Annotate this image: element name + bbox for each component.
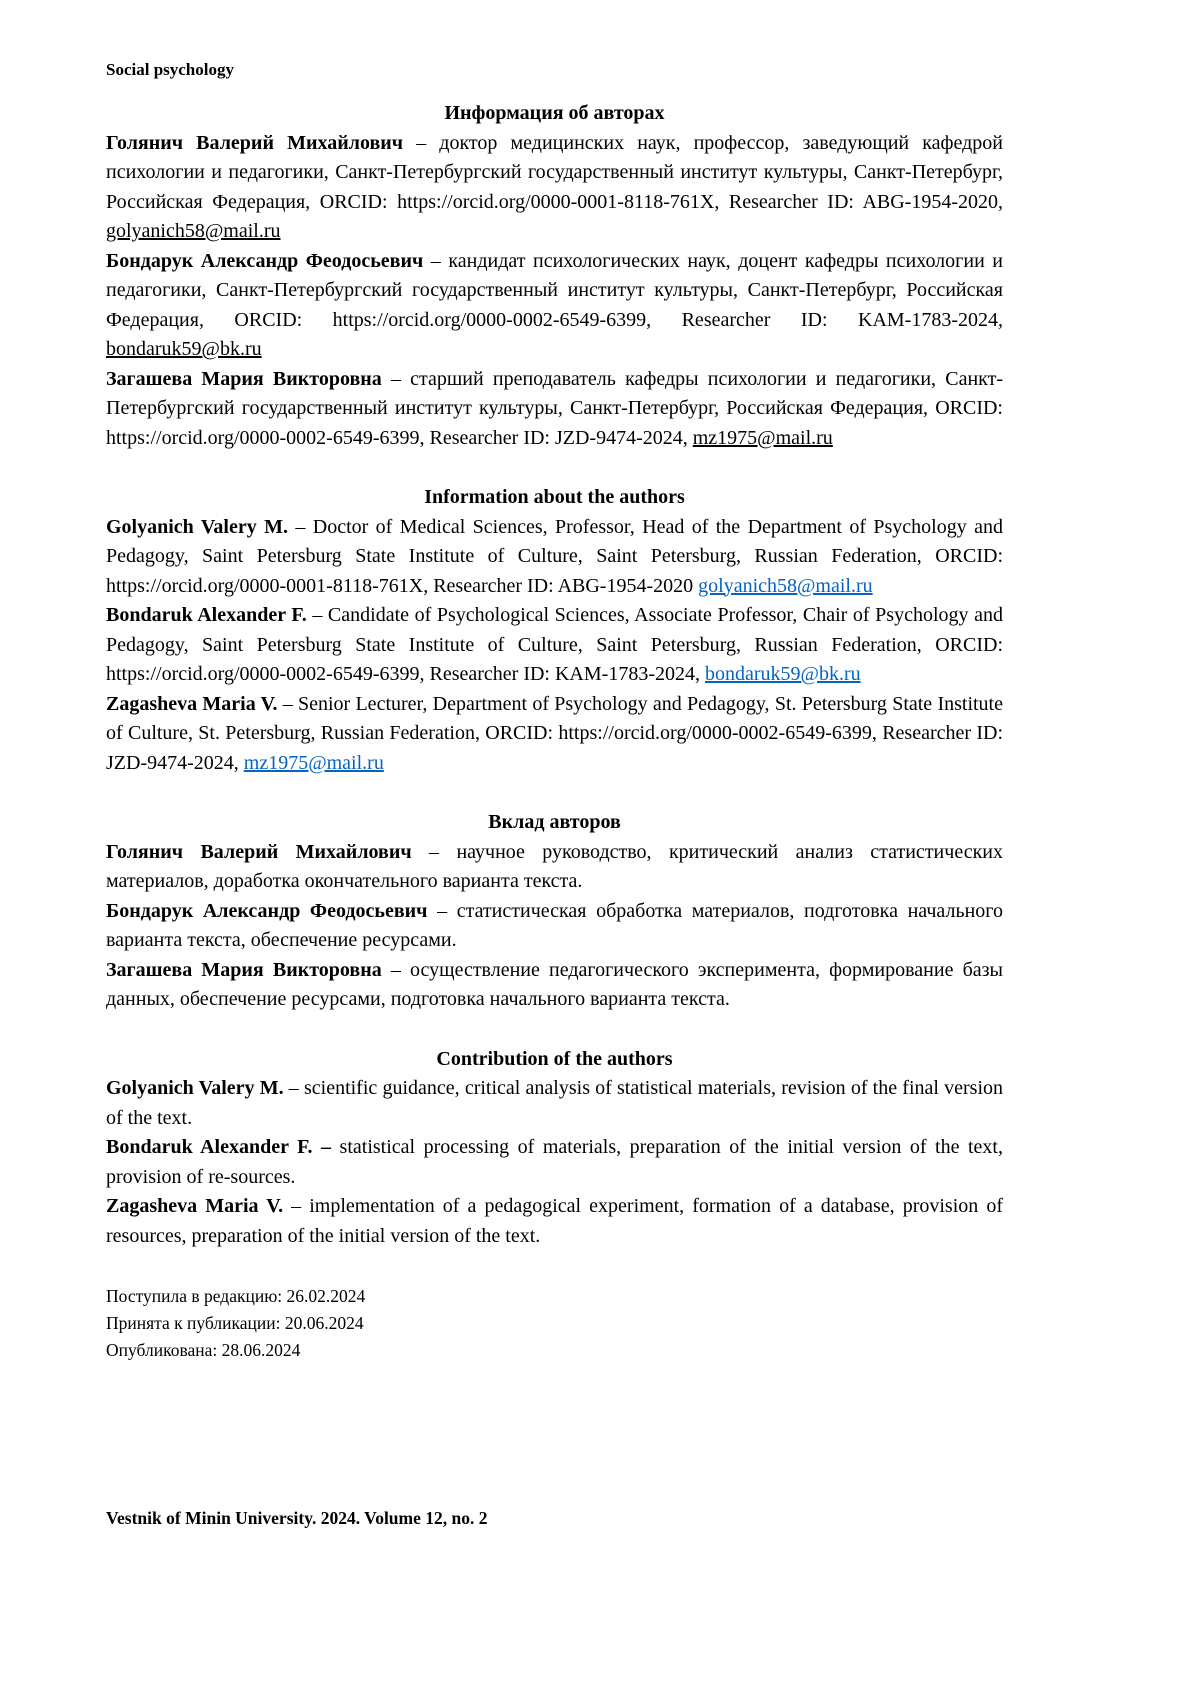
author-name: Голянич Валерий Михайлович (106, 840, 412, 863)
author-name: Загашева Мария Викторовна (106, 958, 382, 981)
contribution-details: – implementation of a pedagogical experiment, formation of a database, provision of resources, preparation of the initial version of the text. (106, 1195, 1003, 1247)
contribution-entry-ru-1 (106, 838, 1003, 897)
author-entry-ru-3 (106, 365, 1003, 454)
contribution-entry-ru-3 (106, 956, 1003, 1015)
author-name: Загашева Мария Викторовна (106, 367, 382, 390)
author-details: – Senior Lecturer, Department of Psychology and Pedagogy, St. Petersburg State Institute of Culture, St. Petersburg, Russian Federation, ORCID: https://orcid.org/0000-0002-6549-6399, Researcher ID: JZD-9474-2024, (106, 692, 1003, 774)
author-name: Бондарук Александр Феодосьевич (106, 249, 424, 272)
author-name: Bondaruk Alexander F. – (106, 1136, 332, 1158)
email-link[interactable]: golyanich58@mail.ru (106, 220, 281, 242)
author-name: Zagasheva Maria V. (106, 1195, 284, 1217)
email-link[interactable]: bondaruk59@bk.ru (106, 338, 262, 360)
date-received: Поступила в редакцию: 26.02.2024 (106, 1286, 366, 1306)
contribution-details: statistical processing of materials, preparation of the initial version of the text, provision of re-sources. (106, 1136, 1003, 1188)
author-details: – Candidate of Psychological Sciences, Associate Professor, Chair of Psychology and Pedagogy, Saint Petersburg State Institute of Culture, Saint Petersburg, Russian Federation, ORCID: https://orcid.org/0000-0002-6549-6399, Researcher ID: KAM-1783-2024, (106, 604, 1003, 685)
journal-footer: Vestnik of Minin University. 2024. Volume 12, no. 2 (106, 1508, 488, 1528)
article-dates (106, 1283, 1003, 1364)
contribution-details: – scientific guidance, critical analysis of statistical materials, revision of the final version of the text. (106, 1077, 1003, 1129)
contribution-entry-en-2 (106, 1133, 1003, 1192)
author-entry-en-1 (106, 513, 1003, 602)
email-link[interactable]: golyanich58@mail.ru (698, 574, 873, 597)
contribution-entry-en-3 (106, 1192, 1003, 1251)
email-link[interactable]: mz1975@mail.ru (692, 426, 833, 449)
section-heading-ru-contribution: Вклад авторов (488, 811, 621, 833)
running-header: Social psychology (106, 60, 234, 79)
date-published: Опубликована: 28.06.2024 (106, 1340, 301, 1360)
section-heading-en-contribution: Contribution of the authors (436, 1047, 673, 1070)
author-name: Бондарук Александр Феодосьевич (106, 899, 428, 922)
date-accepted: Принята к публикации: 20.06.2024 (106, 1313, 364, 1333)
author-details: – старший преподаватель кафедры психологии и педагогики, Санкт-Петербургский государственный институт культуры, Санкт-Петербург, Российская Федерация, ORCID: https://orcid.org/0000-0002-6549-6399, Researcher ID: JZD-9474-2024, (106, 367, 1004, 449)
contribution-details: – осуществление педагогического эксперимента, формирование базы данных, обеспечение ресурсами, подготовка начального варианта текста. (106, 958, 1003, 1010)
author-name: Golyanich Valery M. (106, 1077, 284, 1099)
author-name: Zagasheva Maria V. (106, 692, 278, 715)
author-entry-en-3 (106, 690, 1003, 779)
author-name: Bondaruk Alexander F. (106, 604, 307, 626)
author-entry-ru-2 (106, 247, 1003, 365)
author-entry-ru-1 (106, 129, 1003, 247)
section-heading-en-authors: Information about the authors (424, 486, 685, 508)
email-link[interactable]: bondaruk59@bk.ru (704, 663, 861, 685)
contribution-entry-ru-2 (106, 897, 1003, 956)
contribution-details: – научное руководство, критический анализ статистических материалов, доработка окончательного варианта текста. (106, 840, 1003, 892)
author-name: Голянич Валерий Михайлович (106, 131, 404, 154)
author-details: – Doctor of Medical Sciences, Professor, Head of the Department of Psychology and Pedagogy, Saint Petersburg State Institute of Culture, Saint Petersburg, Russian Federation, ORCID: https://orcid.org/0000-0001-8118-761X, Researcher ID: ABG-1954-2020 (106, 515, 1003, 597)
contribution-details: – статистическая обработка материалов, подготовка начального варианта текста, обеспечение ресурсами. (106, 899, 1003, 951)
author-entry-en-2 (106, 601, 1003, 690)
email-link[interactable]: mz1975@mail.ru (243, 751, 384, 774)
author-name: Golyanich Valery M. (106, 515, 288, 538)
contribution-entry-en-1 (106, 1074, 1003, 1133)
section-heading-ru-authors: Информация об авторах (444, 102, 665, 124)
author-details: – доктор медицинских наук, профессор, заведующий кафедрой психологии и педагогики, Санкт-Петербургский государственный институт культуры, Санкт-Петербург, Российская Федерация, ORCID: https://orcid.org/0000-0001-8118-761X, Researcher ID: ABG-1954-2020, (106, 131, 1003, 213)
author-details: – кандидат психологических наук, доцент кафедры психологии и педагогики, Санкт-Петербургский государственный институт культуры, Санкт-Петербург, Российская Федерация, ORCID: https://orcid.org/0000-0002-6549-6399, Researcher ID: KAM-1783-2024, (106, 249, 1003, 331)
